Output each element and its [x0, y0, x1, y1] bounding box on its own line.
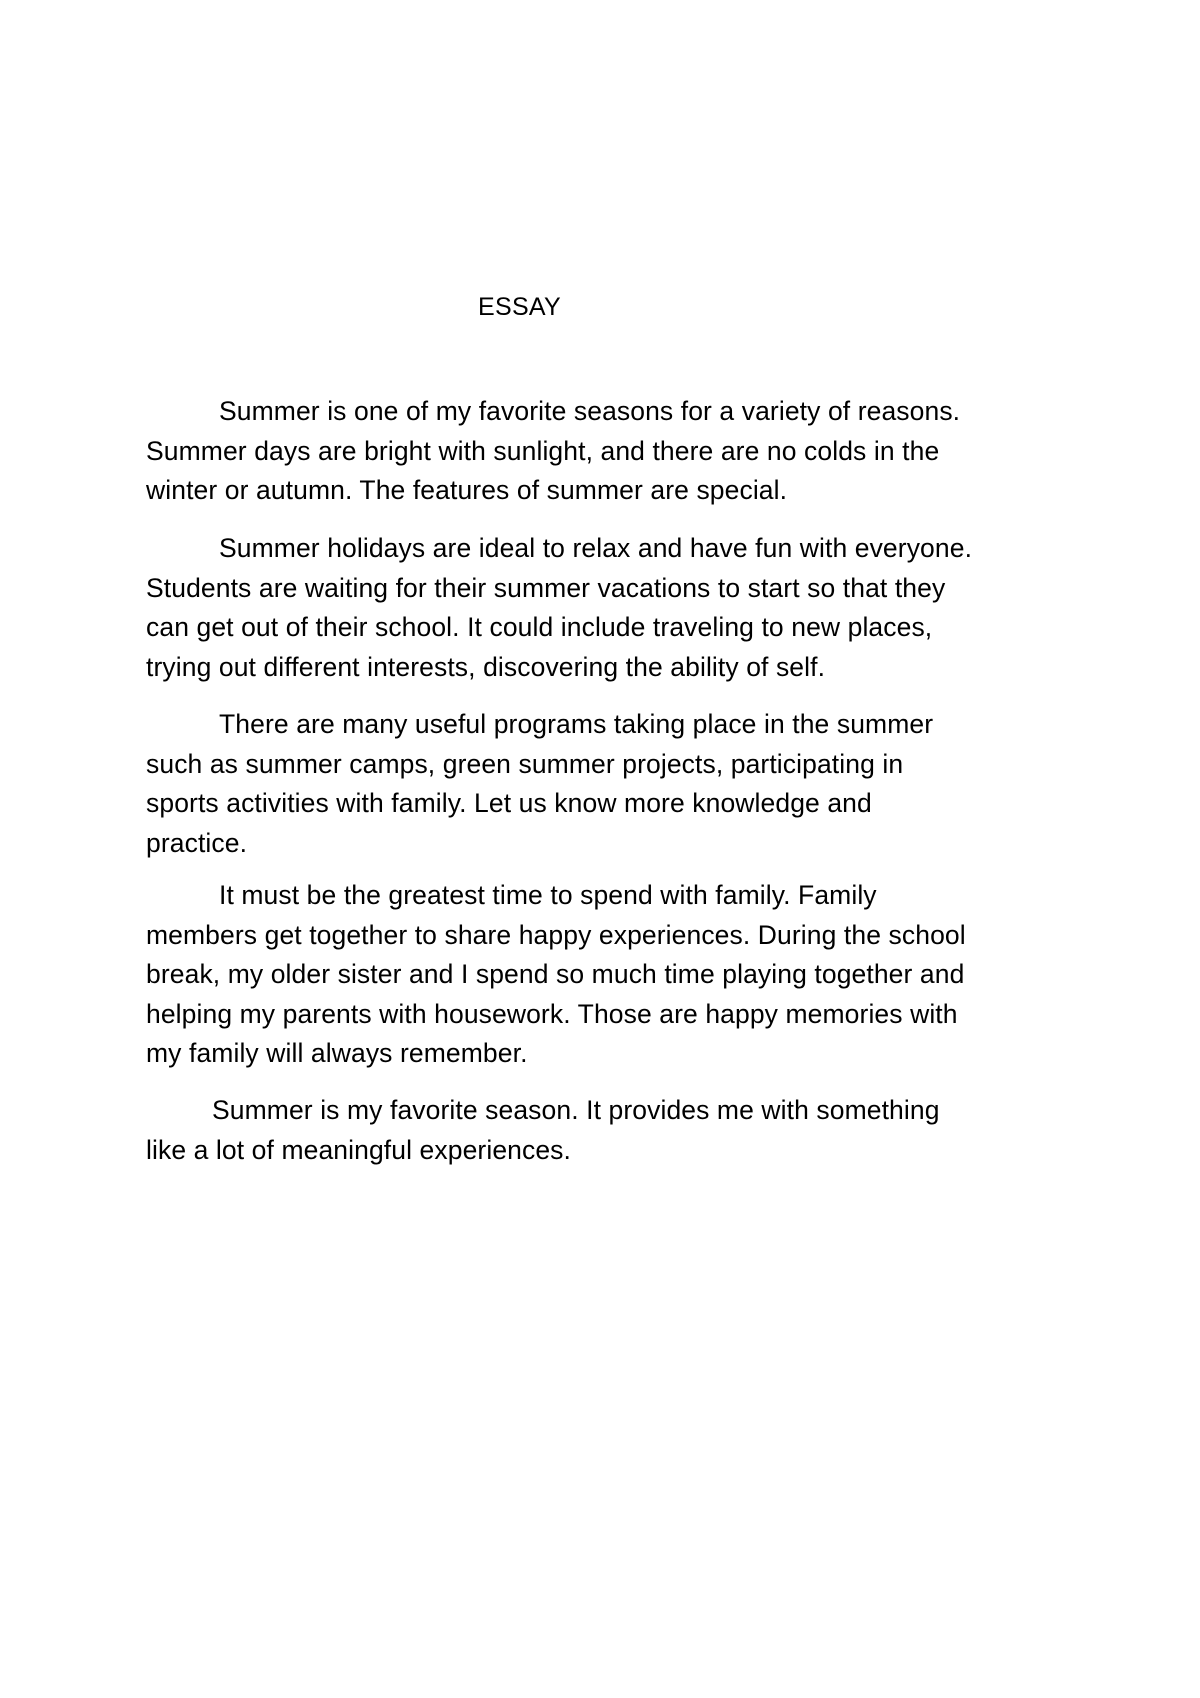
paragraph-1: [146, 392, 1076, 511]
paragraph-line: winter or autumn. The features of summer are special.: [146, 475, 788, 505]
paragraph-line: break, my older sister and I spend so much time playing together and: [146, 959, 965, 989]
paragraph-5: [146, 1091, 1076, 1170]
paragraph-line: It must be the greatest time to spend with family. Family: [219, 880, 877, 910]
paragraph-line: members get together to share happy experiences. During the school: [146, 919, 966, 950]
paragraph-line: trying out different interests, discovering the ability of self.: [146, 651, 826, 682]
paragraph-line: Summer days are bright with sunlight, and there are no colds in the: [146, 435, 940, 466]
paragraph-line: Summer is one of my favorite seasons for a variety of reasons.: [219, 396, 961, 426]
paragraph-line: like a lot of meaningful experiences.: [146, 1134, 571, 1165]
paragraph-line: practice.: [146, 827, 248, 858]
paragraph-line: sports activities with family. Let us know more knowledge and: [146, 788, 872, 818]
paragraph-line: my family will always remember.: [146, 1038, 528, 1068]
paragraph-line: There are many useful programs taking place in the summer: [219, 709, 934, 739]
paragraph-line: Summer holidays are ideal to relax and have fun with everyone.: [219, 533, 973, 563]
paragraph-3: [146, 705, 1076, 863]
document-title: ESSAY: [478, 293, 562, 321]
paragraph-line: can get out of their school. It could include traveling to new places,: [146, 612, 933, 642]
paragraph-2: [146, 529, 1076, 687]
paragraph-line: Summer is my favorite season. It provides me with something: [212, 1095, 940, 1125]
paragraph-line: helping my parents with housework. Those are happy memories with: [146, 998, 958, 1029]
paragraph-line: Students are waiting for their summer vacations to start so that they: [146, 572, 946, 603]
paragraph-4: [146, 876, 1076, 1074]
paragraph-line: such as summer camps, green summer projects, participating in: [146, 748, 904, 779]
